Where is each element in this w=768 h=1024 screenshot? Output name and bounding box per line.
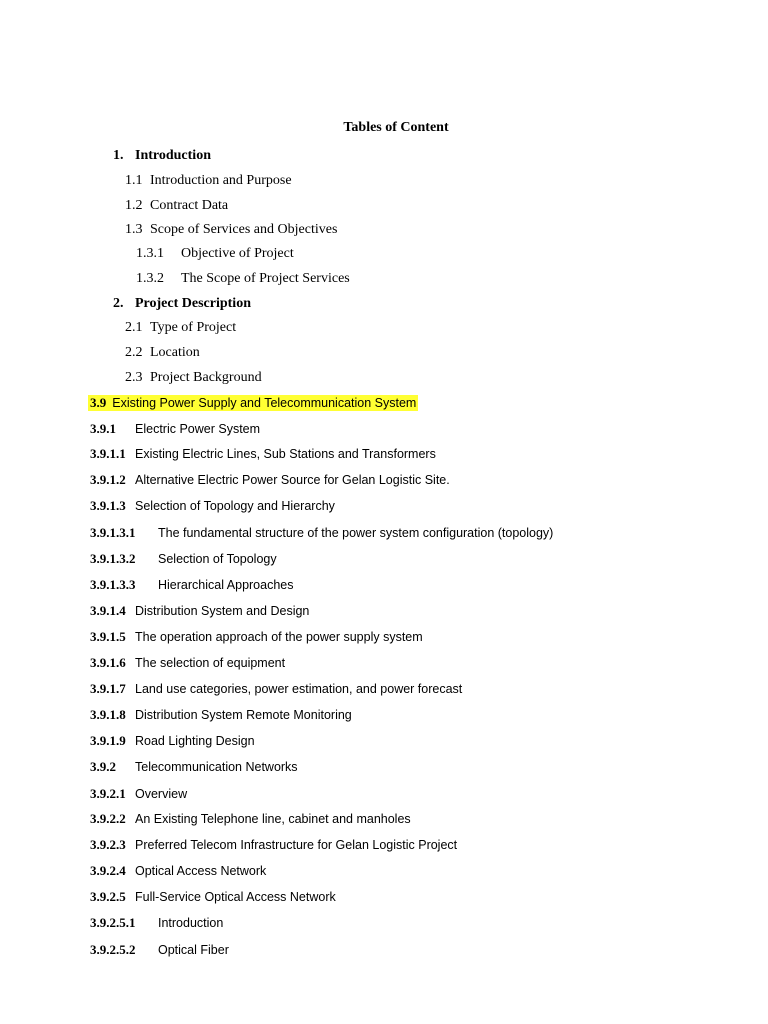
toc-title: Tables of Content <box>343 120 449 135</box>
toc-entry-3-9-2-5-2 <box>90 941 229 959</box>
toc-number: 1.1 <box>125 173 143 188</box>
toc-entry-3-9-1-4 <box>90 602 309 620</box>
toc-entry-3-9-1-3-1 <box>90 524 553 542</box>
toc-entry-3-9-2-4 <box>90 862 266 880</box>
toc-text: The fundamental structure of the power system configuration (topology) <box>158 526 554 540</box>
toc-text: The operation approach of the power supply system <box>135 630 423 644</box>
toc-text: Land use categories, power estimation, and power forecast <box>135 682 463 696</box>
toc-entry-3-9-1-1 <box>90 445 436 463</box>
toc-entry-1-2 <box>125 197 228 215</box>
toc-number: 3.9.2.5 <box>90 889 126 904</box>
toc-entry-3-9-1-6 <box>90 654 285 672</box>
toc-entry-3-9-1-3-3 <box>90 576 294 594</box>
toc-number: 3.9.1.7 <box>90 681 126 696</box>
toc-number: 3.9.1.1 <box>90 446 126 461</box>
toc-text: Contract Data <box>150 198 229 213</box>
toc-text: Location <box>150 345 200 360</box>
toc-entry-1-3-2 <box>136 270 350 288</box>
toc-text: Full-Service Optical Access Network <box>135 890 336 904</box>
toc-number: 2. <box>113 296 124 311</box>
toc-entry-3-9-1-2 <box>90 471 450 489</box>
toc-number: 3.9.2.2 <box>90 811 126 826</box>
toc-text: Distribution System and Design <box>135 604 310 618</box>
toc-number: 1.3.1 <box>136 246 164 261</box>
toc-number: 2.2 <box>125 345 143 360</box>
toc-text: Existing Power Supply and Telecommunication System <box>112 396 417 410</box>
toc-entry-3-9 <box>90 394 418 412</box>
toc-entry-3-9-1-3 <box>90 497 335 515</box>
toc-entry-3-9-1-9 <box>90 732 255 750</box>
toc-entry-1-3-1 <box>136 245 294 263</box>
toc-entry-2-2 <box>125 344 200 362</box>
toc-number: 1.3.2 <box>136 271 164 286</box>
toc-entry-2 <box>113 295 251 313</box>
toc-number: 3.9.1.3.1 <box>90 525 136 540</box>
toc-entry-2-1 <box>125 319 236 337</box>
toc-entry-2-3 <box>125 369 262 387</box>
toc-entry-1-1 <box>125 172 292 190</box>
toc-text: Overview <box>135 787 188 801</box>
toc-text: Distribution System Remote Monitoring <box>135 708 352 722</box>
toc-text: Telecommunication Networks <box>135 760 298 774</box>
toc-number: 1.2 <box>125 198 143 213</box>
toc-number: 3.9.1.3.3 <box>90 577 136 592</box>
highlighted-heading <box>88 395 418 411</box>
toc-text: The Scope of Project Services <box>181 271 350 286</box>
toc-text: An Existing Telephone line, cabinet and manholes <box>135 812 411 826</box>
toc-number: 2.3 <box>125 370 143 385</box>
toc-number: 3.9.1.4 <box>90 603 126 618</box>
toc-number: 3.9.1.3 <box>90 498 126 513</box>
toc-number: 3.9.1.5 <box>90 629 126 644</box>
toc-text: Electric Power System <box>135 422 261 436</box>
toc-text: Introduction <box>135 148 211 163</box>
toc-number: 3.9.2.3 <box>90 837 126 852</box>
toc-text: The selection of equipment <box>135 656 286 670</box>
toc-entry-1-3 <box>125 221 337 239</box>
toc-number: 2.1 <box>125 320 143 335</box>
toc-text: Preferred Telecom Infrastructure for Gelan Logistic Project <box>135 838 458 852</box>
toc-text: Alternative Electric Power Source for Gelan Logistic Site. <box>135 473 450 487</box>
toc-text: Type of Project <box>150 320 237 335</box>
toc-text: Scope of Services and Objectives <box>150 222 338 237</box>
toc-number: 3.9.2.4 <box>90 863 126 878</box>
toc-entry-3-9-2-3 <box>90 836 457 854</box>
toc-number: 3.9.2.1 <box>90 786 126 801</box>
toc-entry-3-9-1 <box>90 420 260 438</box>
toc-number: 3.9.2.5.1 <box>90 915 136 930</box>
toc-number: 3.9 <box>90 395 107 410</box>
toc-number: 3.9.1.6 <box>90 655 126 670</box>
toc-number: 1. <box>113 148 124 163</box>
toc-text: Project Description <box>135 296 251 311</box>
toc-number: 3.9.1 <box>90 421 116 436</box>
toc-entry-3-9-2-5-1 <box>90 914 223 932</box>
toc-text: Selection of Topology <box>158 552 277 566</box>
toc-number: 3.9.2 <box>90 759 116 774</box>
toc-text: Project Background <box>150 370 262 385</box>
toc-entry-3-9-2-1 <box>90 785 187 803</box>
toc-text: Road Lighting Design <box>135 734 255 748</box>
toc-text: Existing Electric Lines, Sub Stations and Transformers <box>135 447 436 461</box>
toc-number: 3.9.1.8 <box>90 707 126 722</box>
toc-entry-1 <box>113 147 211 165</box>
toc-number: 3.9.1.3.2 <box>90 551 136 566</box>
toc-entry-3-9-1-7 <box>90 680 462 698</box>
toc-entry-3-9-1-8 <box>90 706 352 724</box>
toc-text: Introduction <box>158 916 224 930</box>
toc-entry-3-9-1-5 <box>90 628 423 646</box>
toc-text: Optical Access Network <box>135 864 267 878</box>
toc-text: Introduction and Purpose <box>150 173 292 188</box>
toc-number: 3.9.1.2 <box>90 472 126 487</box>
toc-text: Optical Fiber <box>158 943 229 957</box>
toc-number: 3.9.1.9 <box>90 733 126 748</box>
toc-text: Selection of Topology and Hierarchy <box>135 499 335 513</box>
toc-entry-3-9-2-2 <box>90 810 411 828</box>
toc-text: Objective of Project <box>181 246 294 261</box>
toc-entry-3-9-2-5 <box>90 888 336 906</box>
toc-number: 3.9.2.5.2 <box>90 942 136 957</box>
toc-entry-3-9-2 <box>90 758 298 776</box>
toc-entry-3-9-1-3-2 <box>90 550 277 568</box>
toc-text: Hierarchical Approaches <box>158 578 294 592</box>
toc-number: 1.3 <box>125 222 143 237</box>
